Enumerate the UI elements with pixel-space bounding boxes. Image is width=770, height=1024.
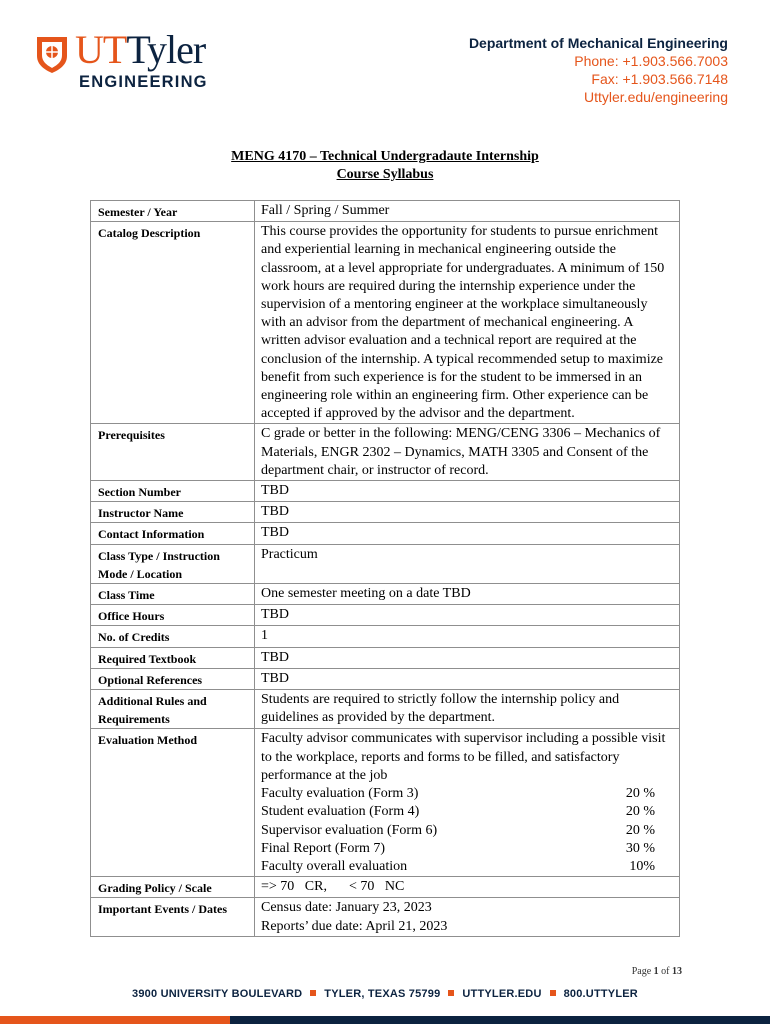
footer-bar-navy (230, 1016, 770, 1024)
row-label: Grading Policy / Scale (91, 877, 255, 898)
row-label: Instructor Name (91, 502, 255, 523)
row-label: Class Type / Instruction Mode / Location (91, 544, 255, 583)
table-row (91, 729, 680, 877)
table-row (91, 626, 680, 647)
square-bullet-icon (448, 990, 454, 996)
row-value: TBD (255, 647, 680, 668)
evaluation-item-name: Student evaluation (Form 4) (261, 804, 420, 820)
evaluation-item-percent: 20 % (625, 822, 655, 838)
table-row (91, 502, 680, 523)
website-link[interactable]: Uttyler.edu/engineering (584, 89, 728, 105)
logo-wordmark: UTTyler (75, 27, 206, 72)
footer-website[interactable]: UTTYLER.EDU (462, 988, 542, 1000)
reports-due-date: Reports’ due date: April 21, 2023 (261, 918, 448, 934)
row-label: Important Events / Dates (91, 898, 255, 936)
evaluation-item (261, 822, 673, 840)
evaluation-item (261, 785, 673, 803)
row-value: Students are required to strictly follow the internship policy and guidelines as provided by the department. (255, 690, 680, 729)
grade-credit: => 70 CR, (261, 879, 327, 895)
row-label: Office Hours (91, 605, 255, 626)
footer-phone: 800.UTTYLER (563, 988, 638, 1000)
row-value: This course provides the opportunity for students to pursue enrichment and experiential learning in mechanical engineering outside the classroom, at a level appropriate for undergraduates. A minimum of 150 work hours are required during the internship experience under the supervision of a mentoring engineer at the workplace simultaneously with an advisor from the department of mechanical engineering. A written advisor evaluation and a technical report are required at the conclusion of the internship. A typical recommended setup to maximize benefit from such experience is for the student to be immersed in an engineering role within an engineering firm. Other experience can be accepted if approved by the advisor and the department. (255, 222, 680, 424)
row-value: 1 (255, 626, 680, 647)
row-value: TBD (255, 668, 680, 689)
contact-block (469, 34, 728, 106)
table-row (91, 605, 680, 626)
row-value: Practicum (255, 544, 680, 583)
row-label: Semester / Year (91, 201, 255, 222)
evaluation-item (261, 858, 673, 876)
phone-number: Phone: +1.903.566.7003 (574, 53, 728, 69)
census-date: Census date: January 23, 2023 (261, 900, 432, 916)
table-row (91, 668, 680, 689)
row-label: Required Textbook (91, 647, 255, 668)
evaluation-item-percent: 10% (629, 858, 655, 874)
logo-engineering: ENGINEERING (79, 73, 208, 91)
row-value: Fall / Spring / Summer (255, 201, 680, 222)
evaluation-cell (255, 729, 680, 877)
row-value: TBD (255, 523, 680, 544)
syllabus-heading: Course Syllabus (336, 167, 434, 182)
table-row (91, 647, 680, 668)
table-row (91, 690, 680, 729)
evaluation-item-percent: 20 % (625, 804, 655, 820)
evaluation-item-percent: 30 % (625, 840, 655, 856)
evaluation-item-percent: 20 % (625, 786, 655, 802)
syllabus-table (90, 200, 680, 937)
uttyler-logo (33, 27, 208, 94)
grade-no-credit: < 70 NC (348, 879, 405, 895)
footer-address (0, 988, 770, 1000)
table-row (91, 201, 680, 222)
grading-cell (255, 877, 680, 898)
table-row (91, 877, 680, 898)
row-value: TBD (255, 502, 680, 523)
row-value: C grade or better in the following: MENG/CENG 3306 – Mechanics of Materials, ENGR 2302 – Dynamics, MATH 3305 and Consent of the department chair, or instructor of record. (255, 424, 680, 481)
evaluation-item-name: Supervisor evaluation (Form 6) (261, 822, 438, 838)
row-label: Section Number (91, 481, 255, 502)
footer-street: 3900 UNIVERSITY BOULEVARD (132, 988, 303, 1000)
evaluation-item (261, 803, 673, 821)
events-cell (255, 898, 680, 936)
row-label: Prerequisites (91, 424, 255, 481)
table-row (91, 424, 680, 481)
evaluation-item (261, 840, 673, 858)
evaluation-item-name: Faculty evaluation (Form 3) (261, 786, 419, 802)
row-value: One semester meeting on a date TBD (255, 584, 680, 605)
table-row (91, 222, 680, 424)
evaluation-item-name: Faculty overall evaluation (261, 858, 408, 874)
table-row (91, 544, 680, 583)
page-number: Page 1 of 13 (631, 966, 682, 977)
row-label: Optional References (91, 668, 255, 689)
shield-logo-icon (33, 34, 71, 74)
table-row (91, 898, 680, 936)
table-row (91, 523, 680, 544)
table-row (91, 481, 680, 502)
table-row (91, 584, 680, 605)
evaluation-item-name: Final Report (Form 7) (261, 840, 386, 856)
square-bullet-icon (310, 990, 316, 996)
row-label: Class Time (91, 584, 255, 605)
row-value: TBD (255, 481, 680, 502)
evaluation-intro: Faculty advisor communicates with supervisor including a possible visit to the workplace, reports and forms to be filled, and satisfactory performance at the job (261, 731, 666, 783)
footer-bar-orange (0, 1016, 230, 1024)
row-label: No. of Credits (91, 626, 255, 647)
row-label: Additional Rules and Requirements (91, 690, 255, 729)
row-label: Catalog Description (91, 222, 255, 424)
row-label: Contact Information (91, 523, 255, 544)
square-bullet-icon (550, 990, 556, 996)
row-value: TBD (255, 605, 680, 626)
department-name: Department of Mechanical Engineering (468, 35, 728, 51)
course-title: MENG 4170 – Technical Undergradaute Internship (231, 149, 539, 164)
footer-city: TYLER, TEXAS 75799 (324, 988, 441, 1000)
row-label: Evaluation Method (91, 729, 255, 877)
fax-number: Fax: +1.903.566.7148 (591, 71, 728, 87)
